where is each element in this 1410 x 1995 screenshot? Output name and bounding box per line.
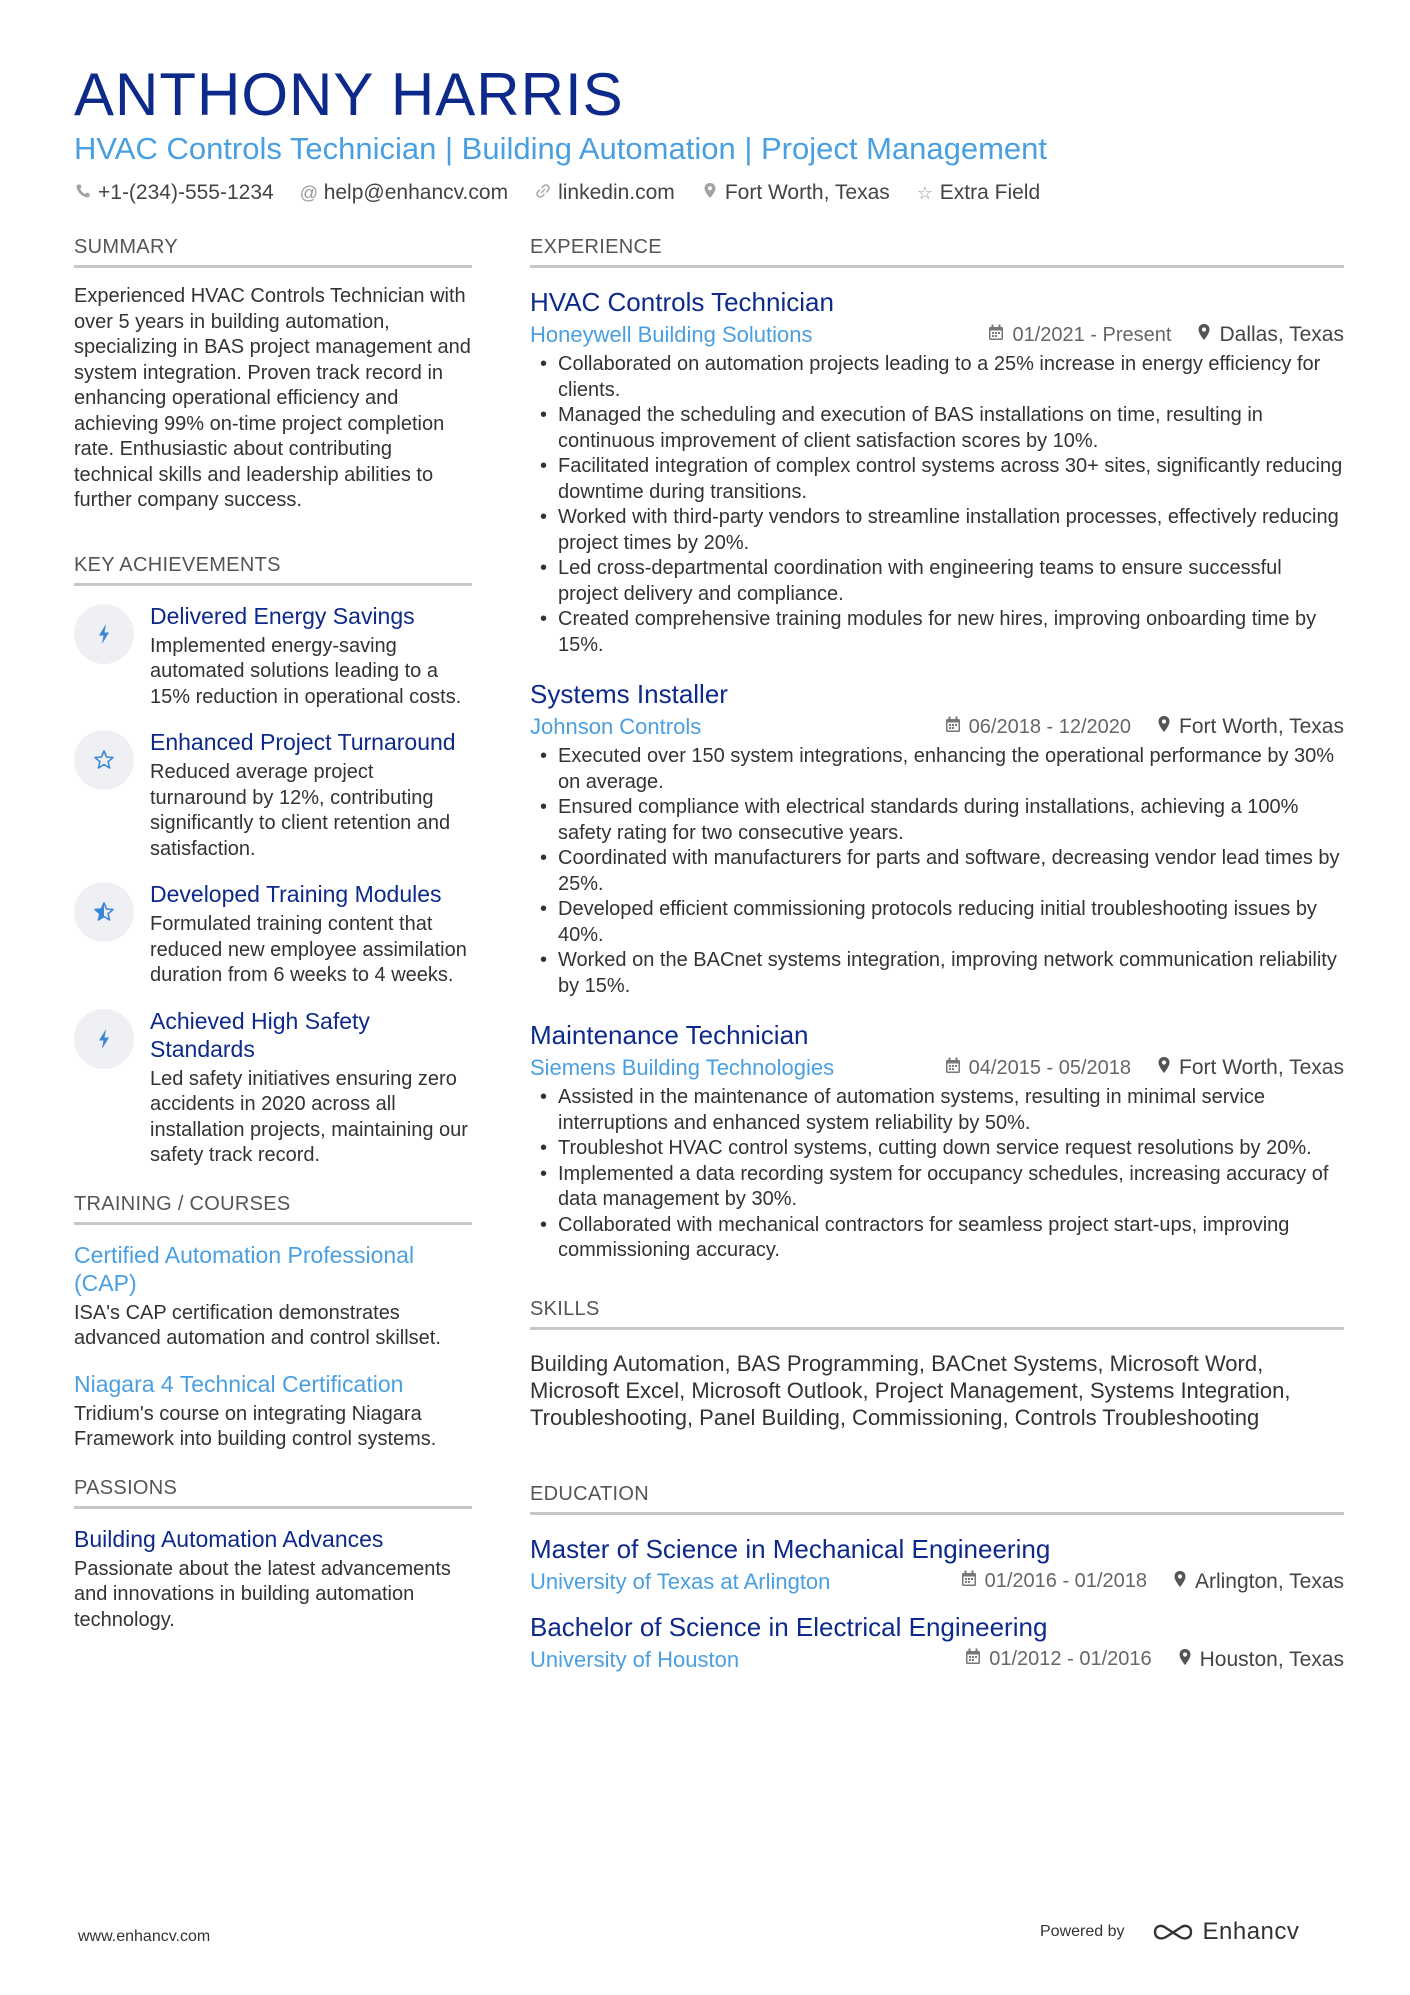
brand-name: Enhancv	[1202, 1918, 1300, 1945]
job-location-text: Fort Worth, Texas	[1179, 1056, 1344, 1079]
job-dates-text: 04/2015 - 05/2018	[968, 1056, 1132, 1079]
passions-section	[74, 1477, 472, 1634]
achievement-item	[74, 602, 472, 711]
contact-linkedin[interactable]	[534, 181, 675, 205]
passions-heading: PASSIONS	[74, 1477, 472, 1509]
achievement-title: Delivered Energy Savings	[150, 602, 415, 629]
job-title: HVAC Controls Technician	[530, 287, 834, 317]
achievement-title: Enhanced Project Turnaround	[150, 729, 456, 755]
job-dates	[945, 716, 1131, 739]
job-bullet: • Developed efficient commissioning protocols reducing initial troubleshooting issues by 40%.	[530, 897, 1344, 948]
education-dates	[961, 1570, 1147, 1593]
bolt-icon	[74, 1009, 134, 1069]
job-location-text: Fort Worth, Texas	[1179, 715, 1344, 738]
achievements-section	[74, 554, 472, 1169]
job-entry	[530, 286, 1344, 658]
job-company: Honeywell Building Solutions	[530, 322, 813, 347]
contact-email[interactable]	[300, 181, 508, 205]
job-meta	[530, 714, 1344, 740]
job-location	[1197, 323, 1344, 347]
right-column	[530, 236, 1344, 1689]
achievement-item	[74, 880, 472, 989]
candidate-name: ANTHONY HARRIS	[74, 61, 624, 128]
job-bullet: • Coordinated with manufacturers for parts and software, decreasing vendor lead times by 25%.	[530, 846, 1344, 897]
job-bullet: • Worked with third-party vendors to streamline installation processes, effectively reducing project times by 20%.	[530, 505, 1344, 556]
contact-location-text: Fort Worth, Texas	[724, 181, 890, 204]
location-icon	[701, 182, 719, 204]
skills-heading: SKILLS	[530, 1298, 1344, 1330]
location-icon	[1157, 1056, 1171, 1080]
contact-phone[interactable]	[74, 181, 274, 205]
course-title: Certified Automation Professional (CAP)	[74, 1241, 415, 1296]
job-dates-text: 06/2018 - 12/2020	[968, 715, 1132, 738]
summary-section	[74, 236, 472, 514]
location-icon	[1157, 715, 1171, 739]
education-location	[1173, 1570, 1344, 1594]
calendar-icon	[945, 1057, 961, 1080]
calendar-icon	[961, 1570, 977, 1593]
job-bullet: • Troubleshot HVAC control systems, cutting down service request resolutions by 20%.	[530, 1136, 1344, 1162]
job-bullet: • Managed the scheduling and execution of BAS installations on time, resulting in continuous improvement of client satisfaction scores by 10%.	[530, 403, 1344, 454]
calendar-icon	[945, 716, 961, 739]
job-bullet: • Ensured compliance with electrical standards during installations, achieving a 100% safety rating for two consecutive years.	[530, 795, 1344, 846]
course-text: Tridium's course on integrating Niagara Framework into building control systems.	[74, 1402, 437, 1450]
skills-text: Building Automation, BAS Programming, BACnet Systems, Microsoft Word, Microsoft Excel, Microsoft Outlook, Project Management, Systems Integration, Troubleshooting, Panel Building, Commissioning, Controls Troubleshooting	[530, 1350, 1291, 1430]
job-dates	[945, 1057, 1131, 1080]
education-meta	[530, 1647, 1344, 1673]
education-location-text: Houston, Texas	[1199, 1647, 1344, 1671]
achievements-heading: KEY ACHIEVEMENTS	[74, 554, 472, 586]
job-entry	[530, 1019, 1344, 1264]
contact-extra	[916, 181, 1040, 205]
enhancv-logo-icon	[1151, 1920, 1195, 1944]
star-half-icon	[74, 882, 134, 942]
job-title: Maintenance Technician	[530, 1020, 809, 1050]
job-dates-text: 01/2021 - Present	[1012, 323, 1172, 346]
contact-linkedin-text: linkedin.com	[558, 181, 675, 204]
achievement-text: Led safety initiatives ensuring zero accidents in 2020 across all installation projects, maintaining our safety track record.	[150, 1067, 468, 1166]
job-bullet: • Worked on the BACnet systems integration, improving network communication reliability by 15%.	[530, 948, 1344, 999]
job-bullet: • Assisted in the maintenance of automation systems, resulting in minimal service interruptions and enhanced system reliability by 50%.	[530, 1085, 1344, 1136]
education-location-text: Arlington, Texas	[1194, 1569, 1344, 1593]
calendar-icon	[988, 324, 1004, 347]
job-bullet: • Facilitated integration of complex control systems across 30+ sites, significantly reducing downtime during transitions.	[530, 454, 1344, 505]
powered-by-text: Powered by	[1040, 1923, 1125, 1940]
education-dates-text: 01/2016 - 01/2018	[984, 1570, 1147, 1592]
job-meta	[530, 322, 1344, 348]
experience-heading: EXPERIENCE	[530, 236, 1344, 268]
contact-extra-text: Extra Field	[939, 181, 1041, 204]
education-school: University of Houston	[530, 1646, 740, 1672]
left-column	[74, 236, 472, 1633]
achievement-item	[74, 1007, 472, 1169]
education-degree: Master of Science in Mechanical Engineering	[530, 1533, 1051, 1564]
job-bullet: • Created comprehensive training modules for new hires, improving onboarding time by 15%.	[530, 607, 1344, 658]
job-bullets	[530, 744, 1344, 999]
at-icon: @	[299, 182, 318, 203]
education-entry	[530, 1611, 1344, 1673]
job-entry	[530, 678, 1344, 999]
job-bullet: • Led cross-departmental coordination with engineering teams to ensure successful project delivery and compliance.	[530, 556, 1344, 607]
job-bullet: • Collaborated on automation projects leading to a 25% increase in energy efficiency for clients.	[530, 352, 1344, 403]
contact-email-text: help@enhancv.com	[323, 181, 509, 204]
job-location-text: Dallas, Texas	[1219, 323, 1344, 346]
summary-text: Experienced HVAC Controls Technician with over 5 years in building automation, specializing in BAS project management and system integration. Proven track record in enhancing operational efficiency and achieving 99% on-time project completion rate. Enthusiastic about contributing technical skills and leadership abilities to further company success.	[74, 285, 471, 511]
education-section	[530, 1483, 1344, 1673]
training-heading: TRAINING / COURSES	[74, 1193, 472, 1225]
job-meta	[530, 1055, 1344, 1081]
contact-bar	[74, 181, 1344, 205]
location-icon	[1173, 1570, 1187, 1594]
achievement-title: Achieved High Safety Standards	[150, 1007, 370, 1062]
job-title: Systems Installer	[530, 679, 728, 709]
star-icon: ☆	[916, 182, 933, 203]
bolt-icon	[74, 604, 134, 664]
course-item	[74, 1241, 472, 1352]
job-location	[1157, 715, 1344, 739]
education-dates-text: 01/2012 - 01/2016	[989, 1648, 1152, 1670]
course-item	[74, 1370, 472, 1453]
job-company: Siemens Building Technologies	[530, 1055, 835, 1080]
job-company: Johnson Controls	[530, 714, 702, 739]
summary-heading: SUMMARY	[74, 236, 472, 268]
job-bullets	[530, 352, 1344, 658]
job-bullet: • Implemented a data recording system for occupancy schedules, increasing accuracy of data management by 30%.	[530, 1162, 1344, 1213]
footer-branding	[1040, 1918, 1299, 1946]
achievement-text: Reduced average project turnaround by 12%, contributing significantly to client retention and satisfaction.	[150, 761, 451, 860]
job-location	[1157, 1056, 1344, 1080]
candidate-headline: HVAC Controls Technician | Building Automation | Project Management	[74, 131, 1048, 166]
job-dates	[988, 324, 1171, 347]
location-icon	[1197, 323, 1211, 347]
achievement-text: Implemented energy-saving automated solutions leading to a 15% reduction in operational costs.	[150, 634, 462, 708]
skills-section	[530, 1298, 1344, 1431]
education-degree: Bachelor of Science in Electrical Engineering	[530, 1611, 1048, 1642]
education-location	[1178, 1648, 1344, 1672]
education-meta	[530, 1569, 1344, 1595]
job-bullets	[530, 1085, 1344, 1264]
brand-logo[interactable]	[1151, 1918, 1300, 1946]
achievement-text: Formulated training content that reduced new employee assimilation duration from 6 weeks to 4 weeks.	[150, 913, 467, 986]
resume-header	[74, 62, 1344, 205]
course-text: ISA's CAP certification demonstrates advanced automation and control skillset.	[74, 1301, 441, 1349]
contact-location	[701, 181, 890, 205]
education-entry	[530, 1533, 1344, 1595]
star-outline-icon	[74, 730, 134, 790]
link-icon	[534, 183, 552, 204]
course-title: Niagara 4 Technical Certification	[74, 1370, 404, 1397]
passion-text: Passionate about the latest advancements and innovations in building automation technology.	[74, 1557, 451, 1631]
footer-website[interactable]: www.enhancv.com	[78, 1928, 211, 1945]
job-bullet: • Executed over 150 system integrations, enhancing the operational performance by 30% on average.	[530, 744, 1344, 795]
achievement-item	[74, 728, 472, 862]
training-section	[74, 1193, 472, 1453]
phone-icon	[74, 183, 92, 204]
education-heading: EDUCATION	[530, 1483, 1344, 1515]
job-bullet: • Collaborated with mechanical contractors for seamless project start-ups, improving commissioning accuracy.	[530, 1213, 1344, 1264]
passion-title: Building Automation Advances	[74, 1525, 384, 1552]
education-school: University of Texas at Arlington	[530, 1568, 831, 1594]
education-dates	[965, 1648, 1151, 1671]
experience-section	[530, 236, 1344, 1264]
calendar-icon	[965, 1648, 981, 1671]
achievement-title: Developed Training Modules	[150, 881, 442, 907]
passion-item	[74, 1525, 472, 1634]
contact-phone-text: +1-(234)-555-1234	[98, 181, 274, 204]
location-icon	[1178, 1648, 1192, 1672]
